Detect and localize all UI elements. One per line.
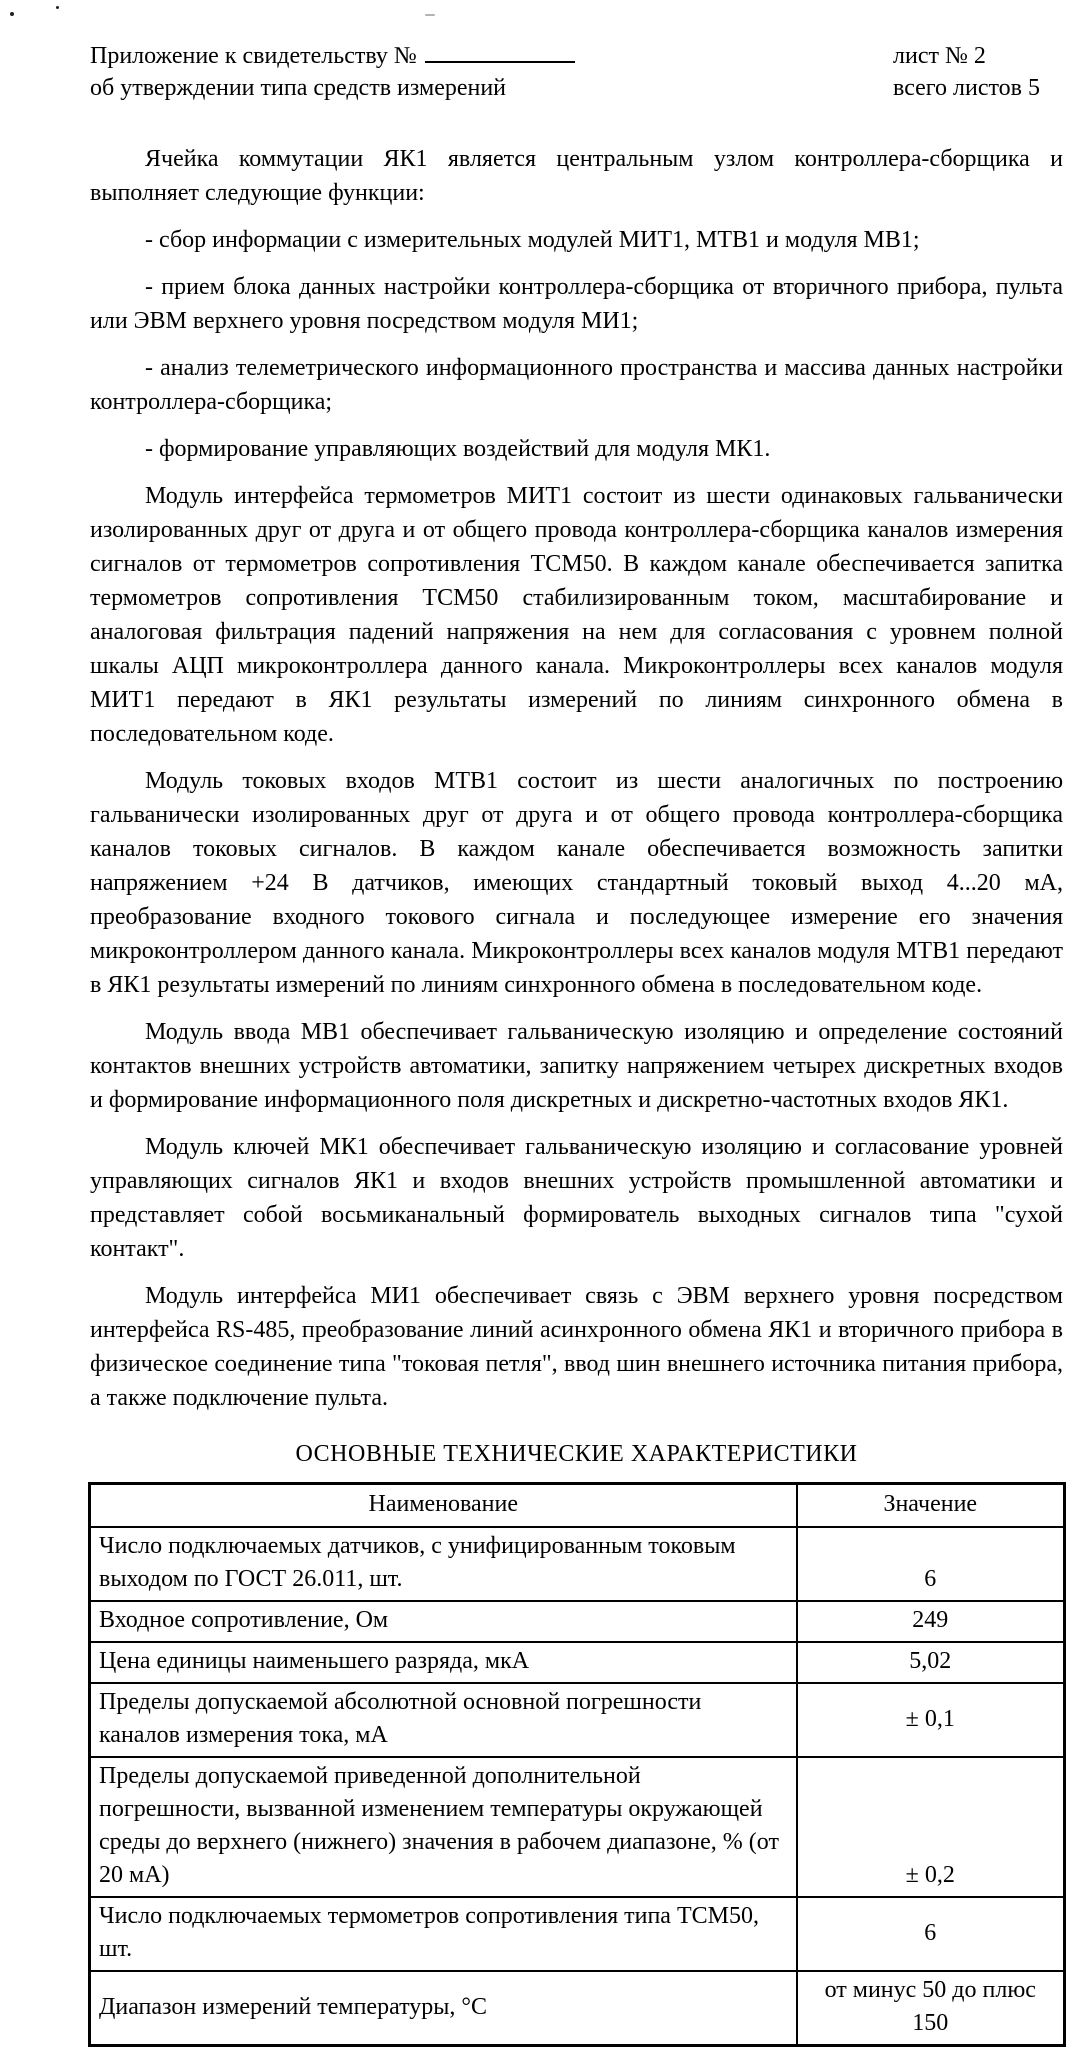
header-left-block [90,40,575,104]
document-header [90,40,1063,104]
row-name: Пределы допускаемой приведенной дополнительной погрешности, вызванной изменением температуры окружающей среды до верхнего (нижнего) значения в рабочем диапазоне, % (от 20 мА) [90,1757,797,1897]
body-paragraph: Модуль интерфейса МИ1 обеспечивает связь с ЭВМ верхнего уровня посредством интерфейса RS-485, преобразование линий асинхронного обмена ЯК1 и вторичного прибора в физическое соединение типа "токовая петля", ввод шин внешнего источника питания прибора, а также подключение пульта. [90,1283,1063,1411]
table-row [90,1897,1065,1971]
scan-artifact-dot [56,6,59,9]
row-name: Диапазон измерений температуры, °С [90,1971,797,2046]
sheet-number: лист № 2 [893,43,986,69]
body-list-item: - формирование управляющих воздействий для модуля МК1. [145,436,771,462]
document-page [90,40,1063,2047]
header-right-block [893,40,1063,104]
table-title: ОСНОВНЫЕ ТЕХНИЧЕСКИЕ ХАРАКТЕРИСТИКИ [295,1441,858,1467]
characteristics-table [88,1482,1066,2047]
body-paragraph: Модуль ввода МВ1 обеспечивает гальваническую изоляцию и определение состояний контактов внешних устройств автоматики, запитку напряжением четырех дискретных входов и формирование информационного поля дискретных и дискретно-частотных входов ЯК1. [90,1019,1063,1113]
row-value: ± 0,2 [797,1757,1065,1897]
row-name: Число подключаемых термометров сопротивления типа ТСМ50, шт. [90,1897,797,1971]
body-list-item: - анализ телеметрического информационного пространства и массива данных настройки контроллера-сборщика; [90,355,1063,415]
header-appendix-line [90,40,575,72]
document-body [90,142,1063,1415]
row-name: Пределы допускаемой абсолютной основной погрешности каналов измерения тока, мА [90,1683,797,1757]
table-row [90,1527,1065,1601]
row-value: ± 0,1 [797,1683,1065,1757]
body-paragraph: Модуль интерфейса термометров МИТ1 состоит из шести одинаковых гальванически изолированных друг от друга и от общего провода контроллера-сборщика каналов измерения сигналов от термометров сопротивления ТСМ50. В каждом канале обеспечивается запитка термометров сопротивления ТСМ50 стабилизированным током, масштабирование и аналоговая фильтрация падений напряжения на нем для согласования с уровнем полной шкалы АЦП микроконтроллера данного канала. Микроконтроллеры всех каналов модуля МИТ1 передают в ЯК1 результаты измерений по линиям синхронного обмена в последовательном коде. [90,483,1063,747]
row-value: 6 [797,1897,1065,1971]
body-list-item: - прием блока данных настройки контроллера-сборщика от вторичного прибора, пульта или ЭВМ верхнего уровня посредством модуля МИ1; [90,274,1063,334]
row-name: Входное сопротивление, Ом [90,1601,797,1642]
row-value: 249 [797,1601,1065,1642]
row-value: 6 [797,1527,1065,1601]
body-paragraph: Модуль ключей МК1 обеспечивает гальваническую изоляцию и согласование уровней управляющих сигналов ЯК1 и входов внешних устройств промышленной автоматики и представляет собой восьмиканальный формирователь выходных сигналов типа "сухой контакт". [90,1134,1063,1262]
header-appendix-text: Приложение к свидетельству № [90,43,417,69]
row-name: Число подключаемых датчиков, с унифицированным токовым выходом по ГОСТ 26.011, шт. [90,1527,797,1601]
table-row [90,1683,1065,1757]
table-row [90,1601,1065,1642]
header-approval-line: об утверждении типа средств измерений [90,75,507,101]
body-paragraph: Ячейка коммутации ЯК1 является центральным узлом контроллера-сборщика и выполняет следующие функции: [90,146,1063,206]
body-paragraph: Модуль токовых входов МТВ1 состоит из шести аналогичных по построению гальванически изолированных друг от друга и от общего провода контроллера-сборщика каналов токовых сигналов. В каждом канале обеспечивается возможность запитки напряжением +24 В датчиков, имеющих стандартный токовый выход 4...20 мА, преобразование входного токового сигнала и последующее измерение его значения микроконтроллером данного канала. Микроконтроллеры всех каналов модуля МТВ1 передают в ЯК1 результаты измерений по линиям синхронного обмена в последовательном коде. [90,768,1063,998]
table-row [90,1642,1065,1683]
row-value: 5,02 [797,1642,1065,1683]
row-value: от минус 50 до плюс 150 [797,1971,1065,2046]
total-sheets: всего листов 5 [893,75,1041,101]
column-header-name: Наименование [90,1484,797,1528]
certificate-number-blank [425,41,575,63]
scan-artifact-mark [425,14,435,16]
table-header-row [90,1484,1065,1528]
column-header-value: Значение [797,1484,1065,1528]
body-list-item: - сбор информации с измерительных модулей МИТ1, МТВ1 и модуля МВ1; [145,227,920,253]
table-row [90,1757,1065,1897]
row-name: Цена единицы наименьшего разряда, мкА [90,1642,797,1683]
scan-artifact-dot [10,12,14,16]
table-row [90,1971,1065,2046]
